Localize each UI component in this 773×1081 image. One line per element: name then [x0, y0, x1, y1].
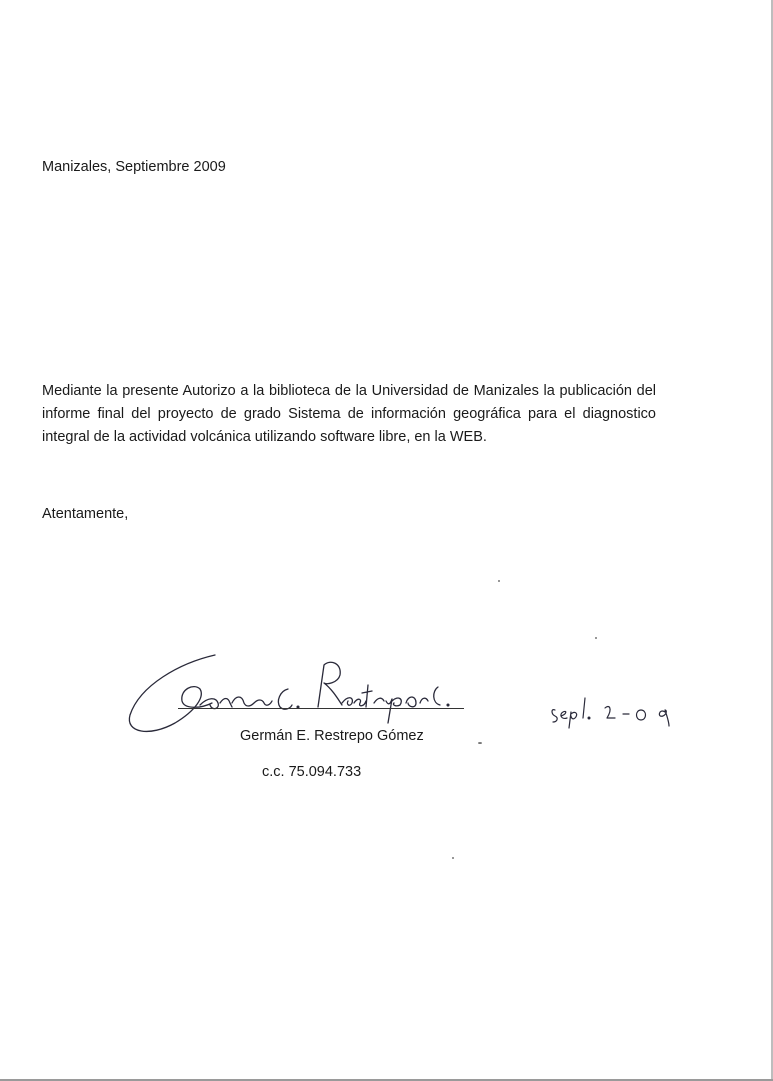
signer-id-number: c.c. 75.094.733 [262, 764, 362, 780]
scan-speck [478, 742, 482, 744]
signature-line [178, 708, 464, 709]
date-line: Manizales, Septiembre 2009 [42, 159, 226, 175]
handwritten-date [545, 690, 695, 730]
closing-salutation: Atentamente, [42, 506, 129, 522]
scan-speck [452, 857, 454, 859]
scan-speck [498, 580, 500, 582]
scan-speck [595, 637, 597, 639]
authorization-paragraph: Mediante la presente Autorizo a la biblioteca de la Universidad de Manizales la publicación del informe final del proyecto de grado Sistema de información geográfica para el diagnostico integral de la actividad volcánica utilizando software libre, en la WEB. [42, 383, 656, 445]
signer-name: Germán E. Restrepo Gómez [240, 728, 424, 744]
